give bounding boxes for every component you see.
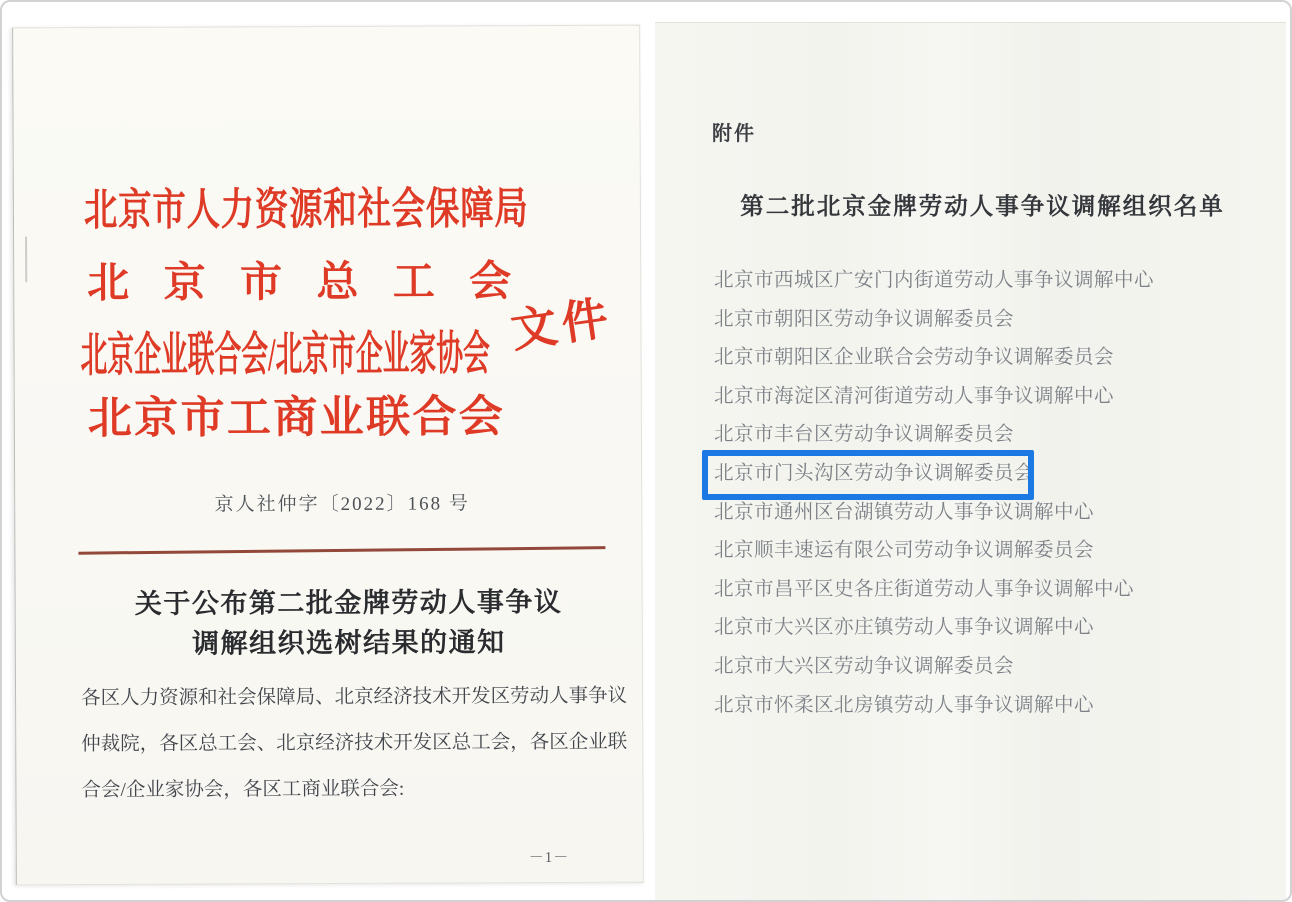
issuer-line-4: 北京市工商业联合会 xyxy=(87,392,503,444)
body-text-line: 仲裁院，各区总工会、北京经济技术开发区总工会，各区企业联 xyxy=(81,731,628,756)
notice-title-line-1: 关于公布第二批金牌劳动人事争议 xyxy=(134,586,563,619)
issuer-line-1: 北京市人力资源和社会保障局 xyxy=(83,184,529,236)
notice-title xyxy=(36,582,662,665)
attachment-title: 第二批北京金牌劳动人事争议调解组织名单 xyxy=(740,194,1225,220)
issuer-line-2: 北京市总工会 xyxy=(87,259,512,308)
organization-item: 北京市西城区广安门内街道劳动人事争议调解中心 xyxy=(714,270,1155,291)
body-text-line: 合会/企业家协会，各区工商业联合会: xyxy=(81,778,405,802)
organization-item: 北京市朝阳区企业联合会劳动争议调解委员会 xyxy=(714,347,1115,369)
doc-number: 京人社仲字〔2022〕168 号 xyxy=(214,493,470,516)
issuer-line-3: 北京企业联合会/北京市企业家协会 xyxy=(80,328,490,383)
doc-type-label: 文件 xyxy=(507,291,617,357)
organization-item: 北京市丰台区劳动争议调解委员会 xyxy=(714,424,1015,446)
organization-item: 北京市怀柔区北房镇劳动人事争议调解中心 xyxy=(714,694,1095,716)
header-divider-rule xyxy=(78,546,605,554)
organization-item-highlighted: 北京市门头沟区劳动争议调解委员会 xyxy=(714,462,1035,484)
attachment-label: 附件 xyxy=(712,123,756,145)
organization-list xyxy=(714,262,1154,725)
organization-item: 北京市大兴区亦庄镇劳动人事争议调解中心 xyxy=(714,617,1095,639)
body-text-line: 各区人力资源和社会保障局、北京经济技术开发区劳动人事争议 xyxy=(81,685,628,710)
organization-item: 北京市通州区台湖镇劳动人事争议调解中心 xyxy=(714,501,1095,523)
organization-item: 北京市朝阳区劳动争议调解委员会 xyxy=(714,308,1015,330)
organization-item: 北京市大兴区劳动争议调解委员会 xyxy=(714,655,1015,677)
scan-artifact xyxy=(25,236,27,282)
notice-title-line-2: 调解组织选树结果的通知 xyxy=(192,627,506,659)
organization-item: 北京市昌平区史各庄街道劳动人事争议调解中心 xyxy=(714,578,1135,600)
page-number: －1－ xyxy=(528,849,570,867)
organization-item: 北京顺丰速运有限公司劳动争议调解委员会 xyxy=(714,540,1095,562)
document-page-1 xyxy=(12,25,644,886)
document-page-2 xyxy=(655,22,1286,902)
organization-item: 北京市海淀区清河街道劳动人事争议调解中心 xyxy=(714,385,1115,407)
